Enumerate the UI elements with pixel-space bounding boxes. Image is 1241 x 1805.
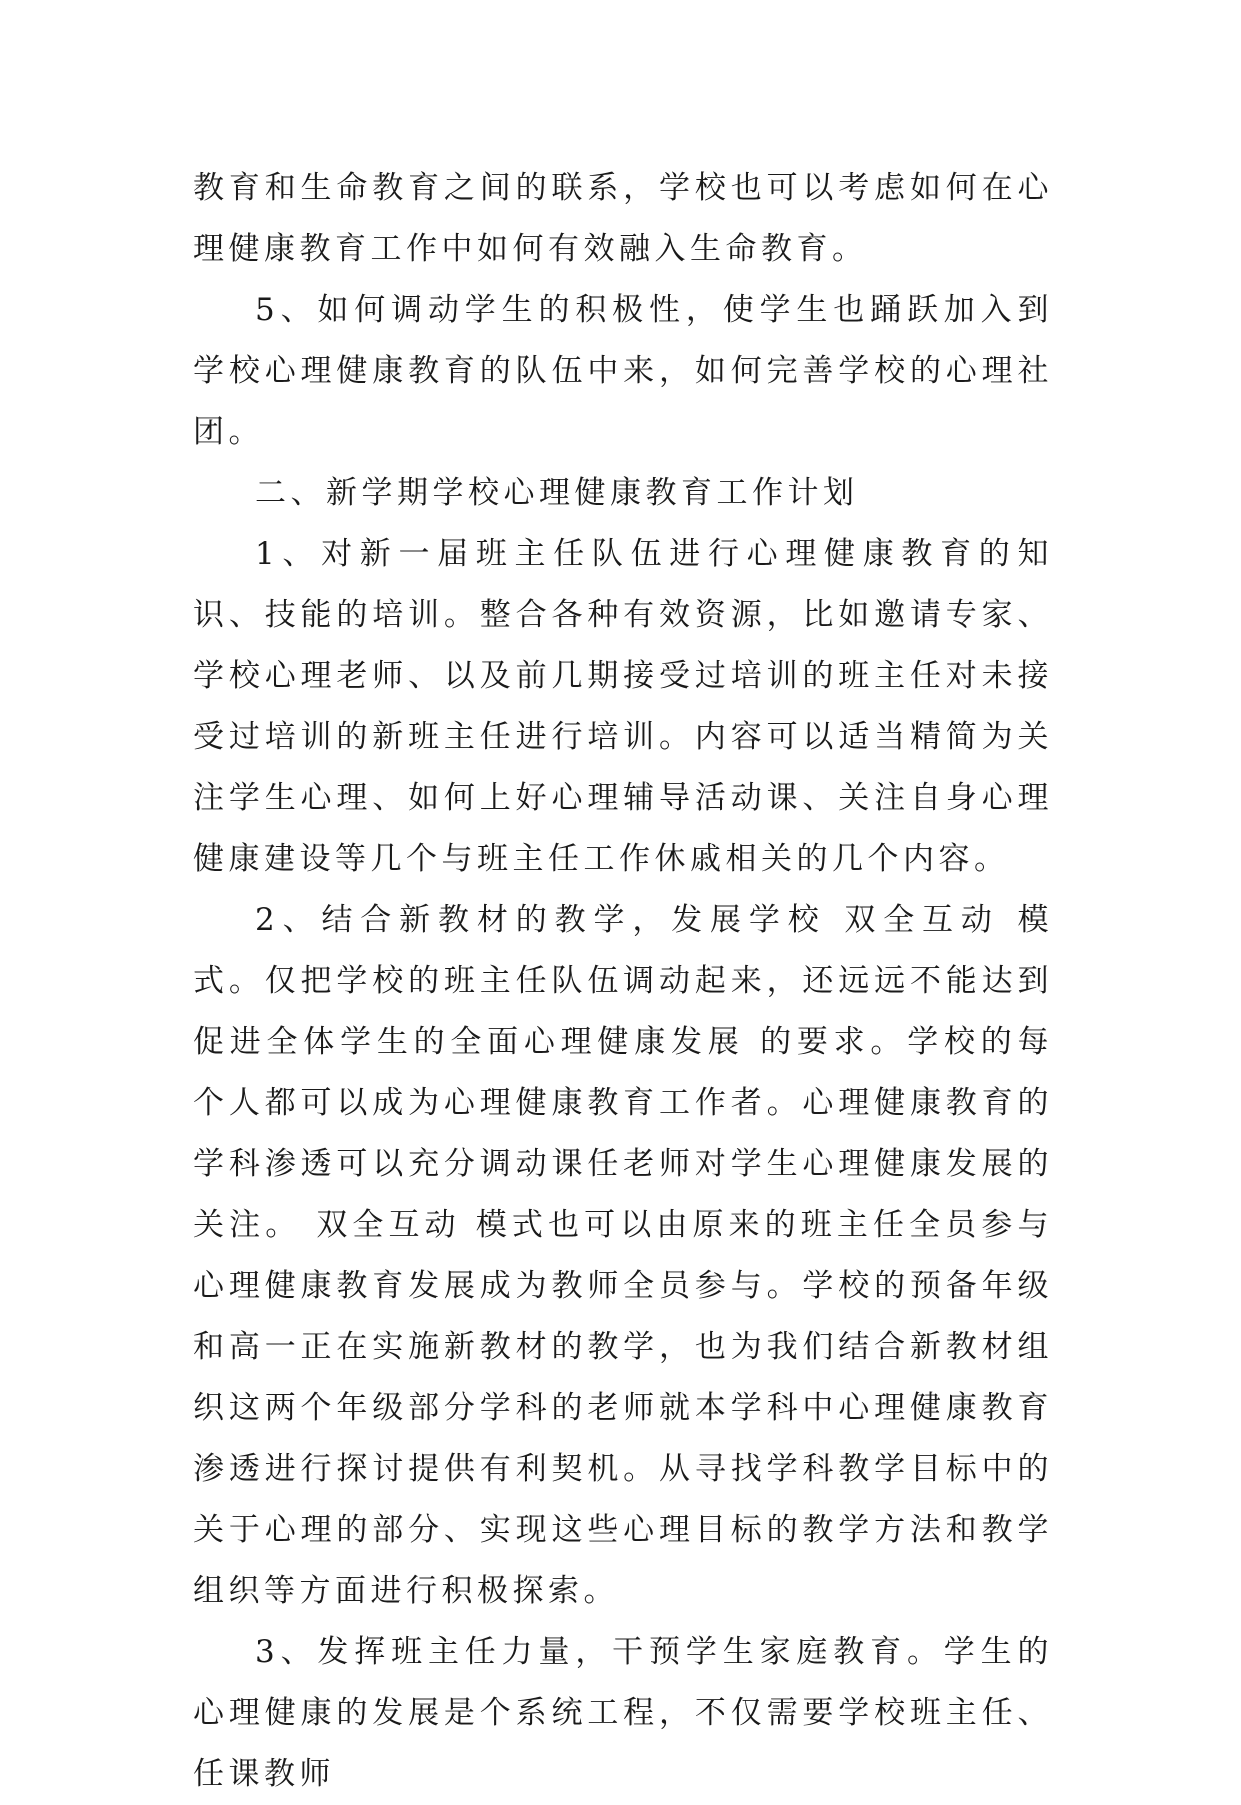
section-heading-work-plan: 二、新学期学校心理健康教育工作计划 [255, 475, 859, 511]
paragraph-item-5: 5、如何调动学生的积极性，使学生也踊跃加入到学校心理健康教育的队伍中来，如何完善学校的心理社团。 [193, 292, 1053, 450]
paragraph-plan-item-2: 2、结合新教材的教学，发展学校 双全互动 模式。仅把学校的班主任队伍调动起来，还远远不能达到 促进全体学生的全面心理健康发展 的要求。学校的每个人都可以成为心理健康教育工作者。心理健康教育的学科渗透可以充分调动课任老师对学生心理健康发展的关注。 双全互动 模式也可以由原来的班主任全员参与心理健康教育发展成为教师全员参与。学校的预备年级和高一正在实施新教材的教学，也为我们结合新教材组织这两个年级部分学科的老师就本学科中心理健康教育渗透进行探讨提供有利契机。从寻找学科教学目标中的关于心理的部分、实现这些心理目标的教学方法和教学组织等方面进行积极探索。 [193, 902, 1053, 1609]
paragraph-plan-item-1: 1、对新一届班主任队伍进行心理健康教育的知识、技能的培训。整合各种有效资源，比如邀请专家、学校心理老师、以及前几期接受过培训的班主任对未接受过培训的新班主任进行培训。内容可以适当精简为关注学生心理、如何上好心理辅导活动课、关注自身心理健康建设等几个与班主任工作休戚相关的几个内容。 [193, 536, 1053, 877]
body-text [193, 158, 1053, 1805]
paragraph-plan-item-3: 3、发挥班主任力量，干预学生家庭教育。学生的心理健康的发展是个系统工程，不仅需要学校班主任、任课教师 [193, 1634, 1053, 1792]
paragraph-life-education-continuation: 教育和生命教育之间的联系，学校也可以考虑如何在心理健康教育工作中如何有效融入生命教育。 [193, 170, 1053, 267]
